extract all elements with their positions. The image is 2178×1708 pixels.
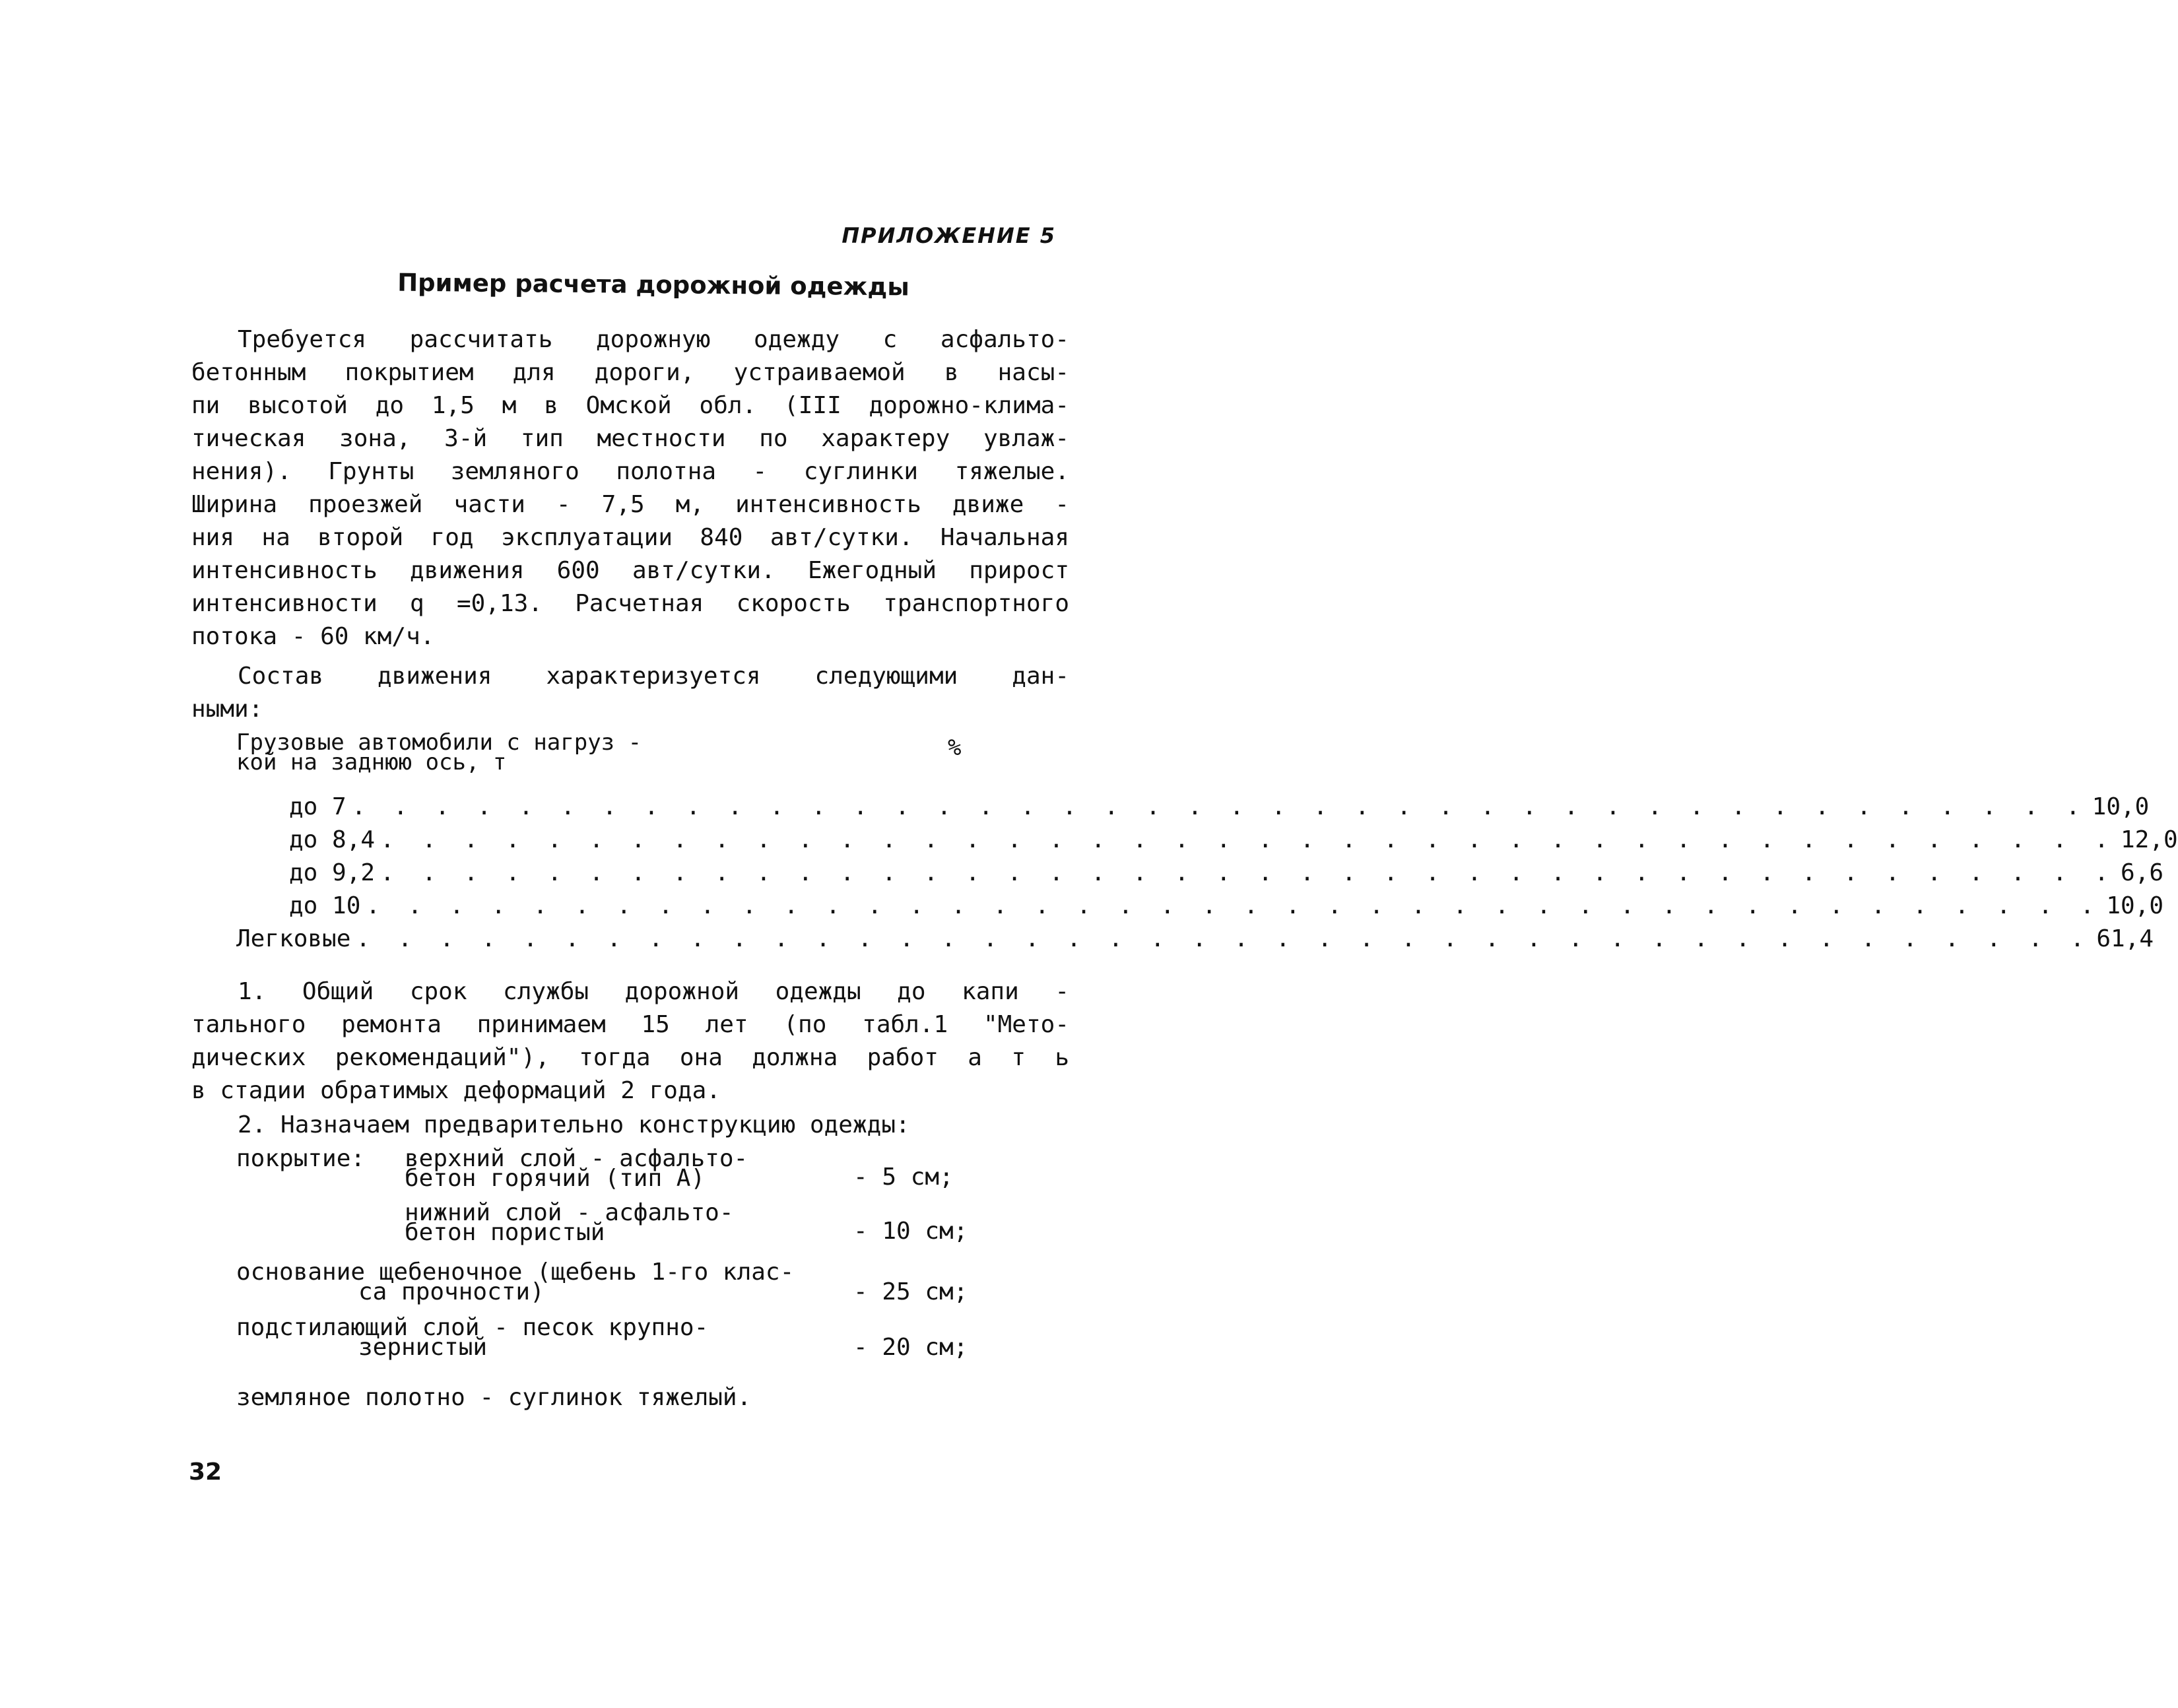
intro-line: пи высотой до 1,5 м в Омской обл. (III дорожно-клима- [191, 392, 1069, 419]
layer-description: са прочности) [358, 1278, 544, 1305]
composition-line: Состав движения характеризуется следующими дан- [238, 663, 1069, 690]
table-row [236, 857, 2164, 890]
table-row [236, 791, 2150, 824]
layer-description: нижний слой - асфальто- [405, 1199, 734, 1226]
intro-paragraph [191, 323, 1069, 653]
leader-dots: . . . . . . . . . . . . . . . . . . . . . . . . . . . . . . . . . . . . . . . . . . [380, 826, 2115, 853]
intro-line: ния на второй год эксплуатации 840 авт/сутки. Начальная [191, 524, 1069, 551]
layer-description: зернистый [358, 1334, 488, 1361]
appendix-label: ПРИЛОЖЕНИЕ 5 [842, 223, 1056, 248]
intro-line: нения). Грунты земляного полотна - суглинки тяжелые. [191, 458, 1069, 485]
table-row [236, 890, 2164, 923]
load-table-caption-line: Грузовые автомобили с нагруз - [236, 729, 642, 756]
item1-line: тального ремонта принимаем 15 лет (по табл.1 "Мето- [191, 1011, 1069, 1038]
page-title: Пример расчета дорожной одежды [397, 268, 909, 302]
intro-line: интенсивности q =0,13. Расчетная скорость транспортного [191, 590, 1069, 617]
item1-line: 1. Общий срок службы дорожной одежды до капи - [238, 978, 1069, 1005]
load-label: до 9,2 [289, 859, 376, 886]
page-number: 32 [189, 1459, 222, 1486]
load-label: до 10 [289, 892, 361, 919]
leader-dots: . . . . . . . . . . . . . . . . . . . . . . . . . . . . . . . . . . . . . . . . . . [380, 859, 2115, 886]
load-value: 10,0 [2092, 793, 2150, 820]
intro-line: интенсивность движения 600 авт/сутки. Ежегодный прирост [191, 557, 1069, 584]
load-value: 61,4 [2096, 925, 2154, 952]
item2-paragraph [191, 1109, 1069, 1142]
load-label: до 7 [289, 793, 346, 820]
intro-line: бетонным покрытием для дороги, устраиваемой в насы- [191, 359, 1069, 386]
load-value: 12,0 [2120, 826, 2178, 853]
leader-dots: . . . . . . . . . . . . . . . . . . . . . . . . . . . . . . . . . . . . . . . . . . [366, 892, 2101, 919]
table-row [236, 923, 2154, 956]
intro-line: Ширина проезжей части - 7,5 м, интенсивность движе - [191, 491, 1069, 518]
layer-description: бетон горячий (тип А) [405, 1165, 706, 1192]
intro-line: тическая зона, 3-й тип местности по характеру увлаж- [191, 425, 1069, 452]
load-value: 10,0 [2106, 892, 2164, 919]
layer-description: бетон пористый [405, 1219, 605, 1246]
layer-description: верхний слой - асфальто- [405, 1145, 748, 1172]
load-label: до 8,4 [289, 826, 376, 853]
layer-thickness: - 5 см; [853, 1164, 954, 1191]
item1-line: в стадии обратимых деформаций 2 года. [191, 1077, 721, 1104]
composition-paragraph [191, 660, 1069, 726]
intro-line: Требуется рассчитать дорожную одежду с асфальто- [238, 326, 1069, 353]
percent-header: % [948, 735, 962, 761]
layer-description: подстилающий слой - песок крупно- [236, 1314, 709, 1341]
layer-description: основание щебеночное (щебень 1-го клас- [236, 1259, 795, 1286]
subgrade-text: земляное полотно - суглинок тяжелый. [236, 1384, 752, 1411]
load-label: Легковые [236, 925, 351, 952]
layer-thickness: - 10 см; [853, 1218, 968, 1245]
item1-paragraph [191, 975, 1069, 1107]
leader-dots: . . . . . . . . . . . . . . . . . . . . . . . . . . . . . . . . . . . . . . . . . . [356, 925, 2092, 952]
item2-heading: 2. Назначаем предварительно конструкцию одежды: [238, 1111, 910, 1138]
layer-thickness: - 25 см; [853, 1278, 968, 1305]
load-table-caption [236, 729, 764, 775]
item1-line: дических рекомендаций"), тогда она должна работ а т ь [191, 1044, 1069, 1071]
intro-line: потока - 60 км/ч. [191, 623, 435, 650]
surface-label: покрытие: [236, 1145, 366, 1172]
load-table [236, 791, 2178, 956]
layer-thickness: - 20 см; [853, 1334, 968, 1361]
table-row [236, 824, 2178, 857]
load-table-caption-line: кой на заднюю ось, т [236, 749, 507, 775]
composition-line: ными: [191, 696, 263, 723]
leader-dots: . . . . . . . . . . . . . . . . . . . . . . . . . . . . . . . . . . . . . . . . . . [351, 793, 2087, 820]
load-value: 6,6 [2120, 859, 2164, 886]
